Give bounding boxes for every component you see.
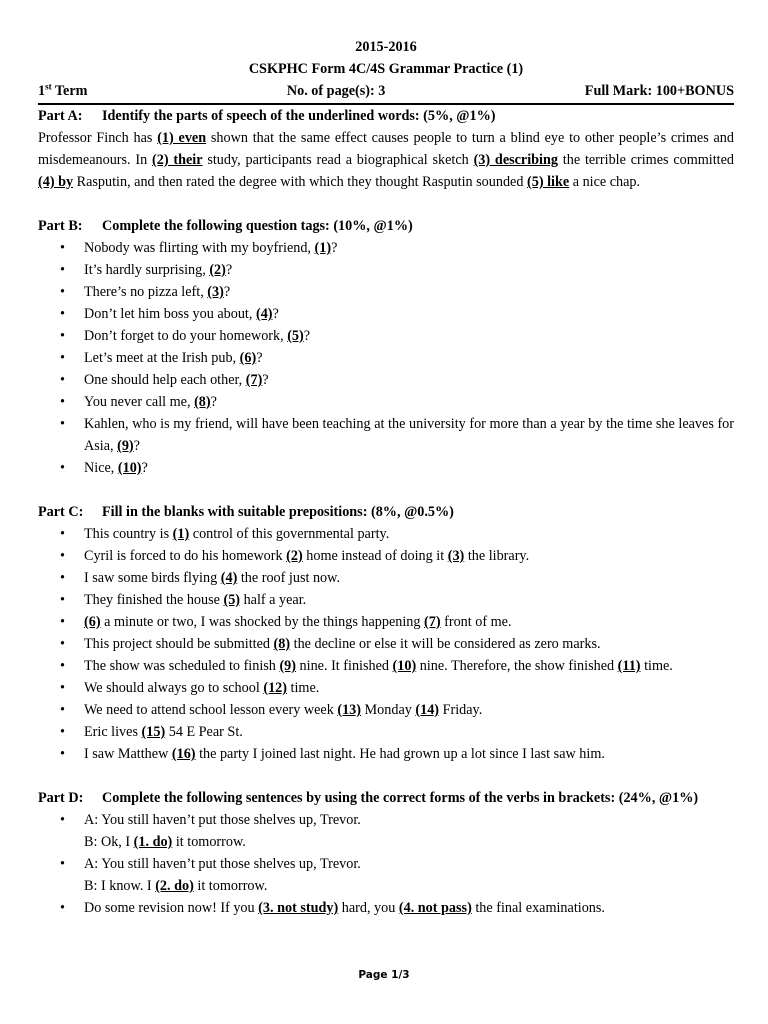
part-b-instruction: Complete the following question tags: (10%, @1%) xyxy=(102,218,413,234)
answer-blank: (3) describing xyxy=(473,152,558,168)
term-label: 1st Term xyxy=(38,81,88,99)
part-a-heading xyxy=(38,105,734,127)
question-item xyxy=(38,567,734,589)
answer-blank: (8) xyxy=(194,394,211,410)
answer-blank: (6) xyxy=(84,614,101,630)
text-segment: Cyril is forced to do his homework xyxy=(84,548,287,564)
question-item xyxy=(38,347,734,369)
answer-blank: (10) xyxy=(392,658,417,674)
answer-blank: (4) xyxy=(220,570,238,586)
answer-blank: (3. not study) xyxy=(258,900,339,916)
answer-blank: (1) xyxy=(172,526,190,542)
question-item xyxy=(38,611,734,633)
text-segment: it tomorrow. xyxy=(172,834,246,850)
answer-blank: (4. not pass) xyxy=(398,900,472,916)
text-segment: Rasputin, and then rated the degree with which they thought Rasputin sounded xyxy=(73,174,527,190)
answer-blank: (7) xyxy=(245,372,263,388)
question-item xyxy=(38,391,734,413)
text-segment: ? xyxy=(223,284,231,300)
question-item xyxy=(38,259,734,281)
answer-blank: (5) xyxy=(287,328,304,344)
question-item xyxy=(38,303,734,325)
page-number: Page 1/3 xyxy=(358,969,410,981)
school-year: 2015-2016 xyxy=(355,39,417,55)
answer-blank: (1. do) xyxy=(133,834,173,850)
question-item xyxy=(38,853,734,897)
part-d-instruction: Complete the following sentences by using the correct forms of the verbs in brackets: (24%, @1%) xyxy=(102,790,699,806)
text-segment: Friday. xyxy=(439,702,483,718)
text-segment: 54 E Pear St. xyxy=(165,724,243,740)
question-item xyxy=(38,655,734,677)
text-segment: This country is xyxy=(84,526,173,542)
text-segment: Nice, xyxy=(84,460,118,476)
answer-blank: (11) xyxy=(617,658,641,674)
answer-blank: (7) xyxy=(424,614,441,630)
answer-blank: (2) their xyxy=(152,152,203,168)
text-segment: One should help each other, xyxy=(84,372,246,388)
question-item xyxy=(38,413,734,457)
text-segment: Professor Finch has xyxy=(38,130,158,146)
text-segment: the roof just now. xyxy=(237,570,341,586)
answer-blank: (10) xyxy=(117,460,142,476)
text-segment: ? xyxy=(303,328,311,344)
answer-blank: (3) xyxy=(207,284,224,300)
question-item xyxy=(38,677,734,699)
text-segment: a nice chap. xyxy=(569,174,641,190)
text-segment: Eric lives xyxy=(84,724,142,740)
text-segment: Don’t forget to do your homework, xyxy=(84,328,288,344)
answer-blank: (9) xyxy=(117,438,134,454)
text-segment: ? xyxy=(210,394,217,410)
part-b-heading xyxy=(38,215,734,237)
text-segment: ? xyxy=(331,240,338,256)
text-segment: I saw Matthew xyxy=(84,746,172,762)
answer-blank: (15) xyxy=(141,724,166,740)
part-a-passage xyxy=(38,127,734,193)
answer-blank: (2) xyxy=(286,548,303,564)
text-segment: Don’t let him boss you about, xyxy=(84,306,256,322)
part-c-label: Part C: xyxy=(38,504,84,520)
answer-blank: (13) xyxy=(337,702,361,718)
text-segment: ? xyxy=(256,350,263,366)
answer-blank: (5) xyxy=(223,592,241,608)
question-item xyxy=(38,237,734,259)
question-item xyxy=(38,809,734,853)
answer-blank: (1) even xyxy=(157,130,207,146)
text-segment: time. xyxy=(640,658,673,674)
question-item xyxy=(38,457,734,479)
text-segment: We should always go to school xyxy=(84,680,264,696)
question-item xyxy=(38,633,734,655)
full-mark: Full Mark: 100+BONUS xyxy=(584,83,734,99)
text-segment: the decline or else it will be considered as zero marks. xyxy=(290,636,601,652)
text-segment: We need to attend school lesson every week xyxy=(84,702,338,718)
question-item xyxy=(38,281,734,303)
question-item xyxy=(38,545,734,567)
text-segment: control of this governmental party. xyxy=(189,526,390,542)
answer-blank: (4) by xyxy=(38,174,74,190)
part-a-label: Part A: xyxy=(38,108,83,124)
text-segment: hard, you xyxy=(338,900,399,916)
answer-blank: (2) xyxy=(209,262,226,278)
text-segment: Monday xyxy=(361,702,416,718)
text-segment: a minute or two, I was shocked by the things happening xyxy=(100,614,425,630)
question-item xyxy=(38,897,734,919)
question-item xyxy=(38,369,734,391)
part-d-questions xyxy=(38,809,734,919)
info-row xyxy=(38,80,734,105)
question-item xyxy=(38,743,734,765)
text-segment: A: You still haven’t put those shelves up, Trevor. xyxy=(84,856,361,872)
text-segment: They finished the house xyxy=(84,592,224,608)
page-count: No. of page(s): 3 xyxy=(286,83,386,99)
text-segment: Do some revision now! If you xyxy=(84,900,259,916)
part-c-questions xyxy=(38,523,734,765)
text-segment: B: I know. I xyxy=(84,878,156,894)
part-c-instruction: Fill in the blanks with suitable prepositions: (8%, @0.5%) xyxy=(102,504,454,520)
part-d-heading xyxy=(38,787,734,809)
worksheet-page xyxy=(38,0,734,919)
part-b-label: Part B: xyxy=(38,218,83,234)
answer-blank: (16) xyxy=(171,746,196,762)
text-segment: the library. xyxy=(464,548,530,564)
text-segment: ? xyxy=(272,306,279,322)
question-item xyxy=(38,325,734,347)
question-item xyxy=(38,589,734,611)
answer-blank: (1) xyxy=(314,240,332,256)
text-segment: front of me. xyxy=(440,614,512,630)
text-segment: the terrible crimes committed xyxy=(558,152,735,168)
text-segment: This project should be submitted xyxy=(84,636,274,652)
text-segment: time. xyxy=(286,680,320,696)
worksheet-title: CSKPHC Form 4C/4S Grammar Practice (1) xyxy=(248,61,524,77)
text-segment: ? xyxy=(225,262,233,278)
question-item xyxy=(38,523,734,545)
text-segment: nine. It finished xyxy=(296,658,393,674)
part-a-instruction: Identify the parts of speech of the underlined words: (5%, @1%) xyxy=(102,108,496,124)
text-segment: The show was scheduled to finish xyxy=(84,658,280,674)
question-item xyxy=(38,721,734,743)
text-segment: ? xyxy=(133,438,140,454)
answer-blank: (2. do) xyxy=(155,878,194,894)
text-segment: it tomorrow. xyxy=(193,878,268,894)
text-segment: It’s hardly surprising, xyxy=(84,262,210,278)
answer-blank: (8) xyxy=(273,636,291,652)
part-d-label: Part D: xyxy=(38,790,84,806)
text-segment: I saw some birds flying xyxy=(84,570,221,586)
answer-blank: (3) xyxy=(447,548,465,564)
part-b-questions xyxy=(38,237,734,479)
text-segment: Kahlen, who is my friend, will have been teaching at the university for more than a year by the time she leaves for Asia, xyxy=(84,416,734,454)
part-c-heading xyxy=(38,501,734,523)
text-segment: the party I joined last night. He had grown up a lot since I last saw him. xyxy=(195,746,605,762)
answer-blank: (12) xyxy=(263,680,287,696)
text-segment: Nobody was flirting with my boyfriend, xyxy=(84,240,315,256)
answer-blank: (5) like xyxy=(527,174,570,190)
text-segment: A: You still haven’t put those shelves up, Trevor. xyxy=(84,812,361,828)
question-item xyxy=(38,699,734,721)
text-segment: ? xyxy=(262,372,269,388)
text-segment: nine. Therefore, the show finished xyxy=(416,658,618,674)
text-segment: ? xyxy=(141,460,148,476)
answer-blank: (14) xyxy=(415,702,440,718)
answer-blank: (9) xyxy=(279,658,296,674)
text-segment: home instead of doing it xyxy=(302,548,448,564)
text-segment: half a year. xyxy=(240,592,307,608)
text-segment: B: Ok, I xyxy=(84,834,134,850)
text-segment: shown that the same effect causes people to turn a blind eye to other people’s crimes and misdemeanours. In xyxy=(38,130,734,168)
answer-blank: (4) xyxy=(255,306,273,322)
text-segment: You never call me, xyxy=(84,394,195,410)
text-segment: Let’s meet at the Irish pub, xyxy=(84,350,240,366)
answer-blank: (6) xyxy=(239,350,257,366)
text-segment: the final examinations. xyxy=(471,900,605,916)
text-segment: There’s no pizza left, xyxy=(84,284,208,300)
text-segment: study, participants read a biographical sketch xyxy=(202,152,474,168)
